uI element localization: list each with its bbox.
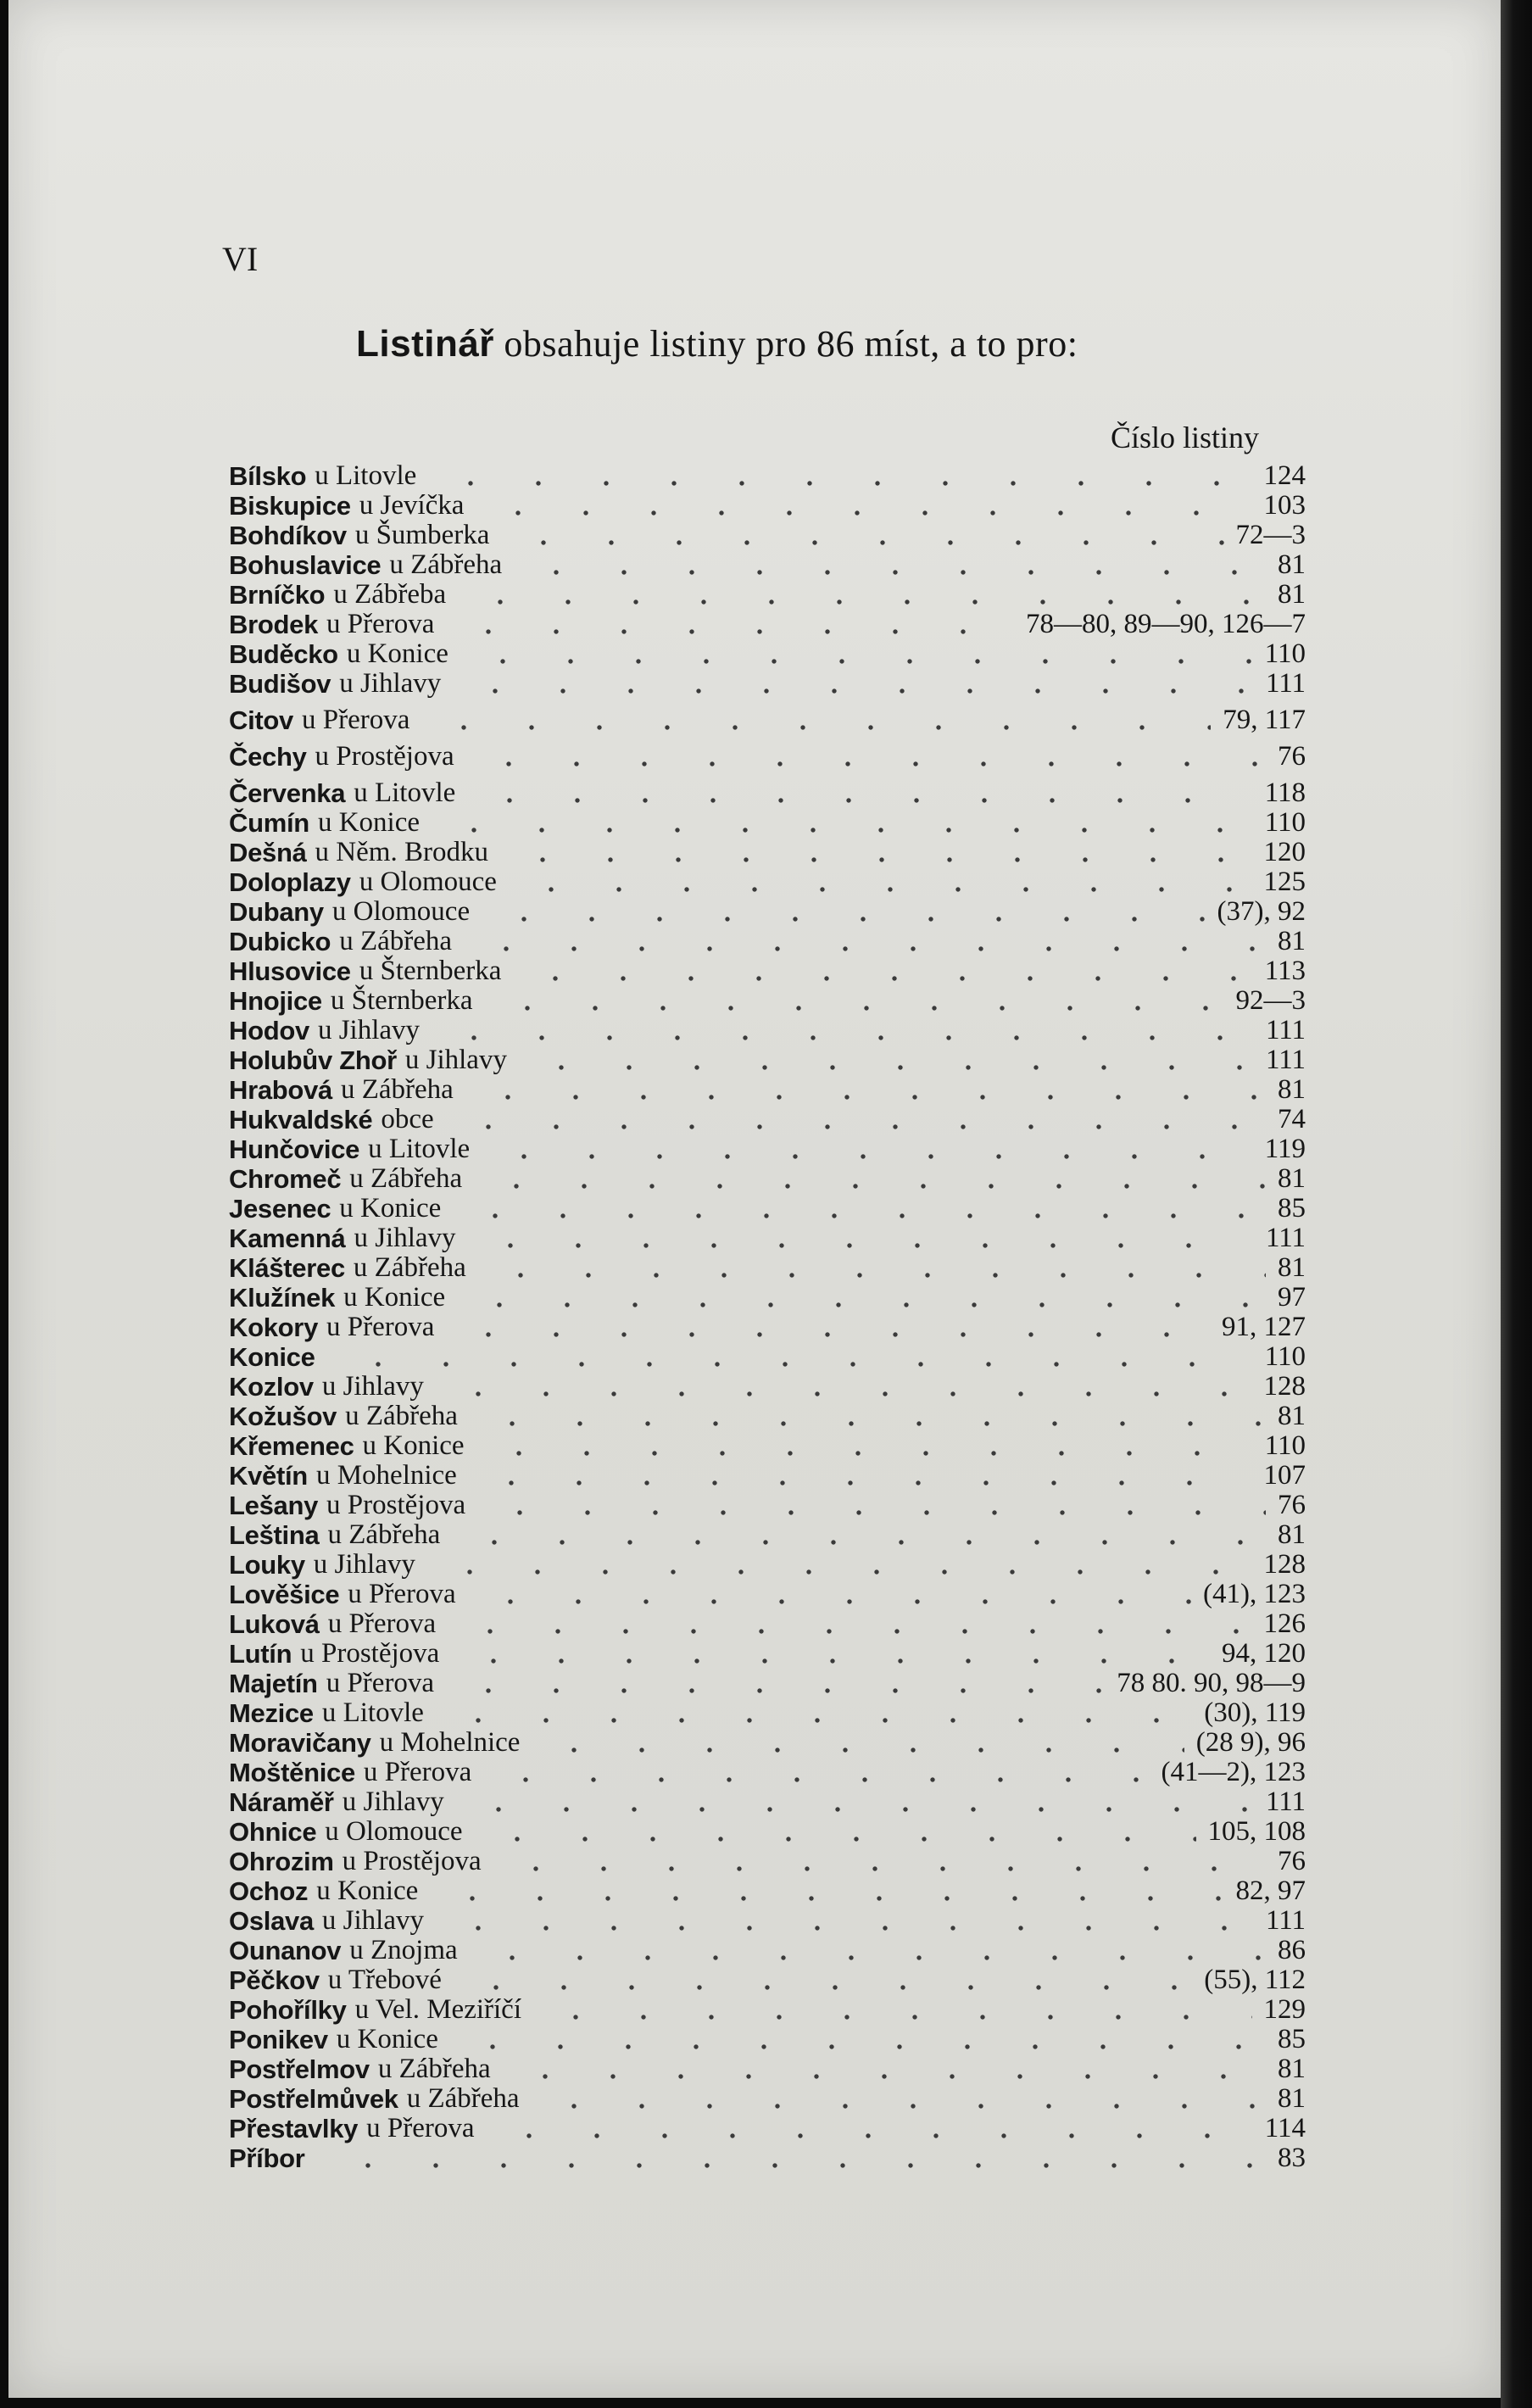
place-region: u Přerova	[326, 609, 435, 639]
place-region: u Konice	[316, 1876, 419, 1906]
list-number: 124	[1263, 460, 1306, 491]
place-name: Hunčovice	[229, 1134, 360, 1164]
place-name: Leština	[229, 1520, 320, 1550]
place-region: u Jihlavy	[404, 1045, 507, 1075]
list-item	[229, 1669, 1306, 1699]
list-item	[229, 1195, 1306, 1224]
list-number: 78 80. 90, 98—9	[1117, 1668, 1306, 1698]
dot-leader	[464, 946, 1266, 951]
place-name: Budišov	[229, 669, 331, 699]
dot-leader	[436, 1391, 1252, 1396]
place-name: Náraměř	[229, 1787, 334, 1817]
list-item	[229, 1254, 1306, 1284]
dot-leader	[436, 1718, 1192, 1723]
place-name: Čechy	[229, 742, 307, 772]
list-number: 81	[1278, 1074, 1306, 1105]
dot-leader	[465, 1095, 1266, 1100]
place-region: u Přerova	[302, 705, 410, 735]
list-item	[229, 898, 1306, 928]
list-number: 110	[1264, 638, 1306, 669]
list-number: 74	[1278, 1104, 1306, 1134]
place-region: u Olomouce	[331, 896, 471, 927]
list-number: 81	[1278, 1163, 1306, 1194]
place-region: u Prostějova	[300, 1638, 440, 1669]
dot-leader	[432, 828, 1253, 833]
heading-text: obsahuje listiny pro 86 míst, a to pro:	[504, 323, 1078, 365]
list-number: 81	[1278, 926, 1306, 956]
list-number: 110	[1264, 807, 1306, 838]
list-number: (28 9), 96	[1195, 1727, 1306, 1758]
place-region: u Litovle	[315, 460, 417, 491]
list-item	[229, 2144, 1306, 2174]
list-number: 81	[1278, 2083, 1306, 2114]
place-region: u Zábřeha	[353, 1252, 466, 1283]
place-name: Klášterec	[229, 1253, 345, 1283]
place-name: Moravičany	[229, 1728, 371, 1758]
list-number: 105, 108	[1207, 1816, 1306, 1847]
place-name: Lešany	[229, 1491, 319, 1520]
place-name: Postřelmůvek	[229, 2084, 398, 2114]
list-number: 85	[1278, 2024, 1306, 2054]
dot-leader	[456, 1807, 1254, 1812]
list-number: 78—80, 89—90, 126—7	[1026, 609, 1306, 639]
list-item	[229, 1284, 1306, 1313]
list-item	[229, 2026, 1306, 2055]
place-region: u Jihlavy	[339, 668, 442, 699]
dot-leader	[513, 976, 1252, 981]
place-region: u Jihlavy	[317, 1015, 421, 1045]
dot-leader	[468, 1243, 1254, 1248]
dot-leader	[503, 2074, 1266, 2079]
place-name: Hrabová	[229, 1075, 332, 1105]
place-name: Jesenec	[229, 1194, 331, 1224]
list-item	[229, 1729, 1306, 1759]
dot-leader	[533, 2015, 1252, 2020]
list-item	[229, 957, 1306, 987]
dot-leader	[493, 1866, 1266, 1871]
list-number: 111	[1265, 1223, 1306, 1253]
place-name: Klužínek	[229, 1283, 336, 1313]
dot-leader	[467, 798, 1252, 803]
list-item	[229, 1818, 1306, 1848]
list-item	[229, 700, 1306, 736]
list-number: 81	[1278, 1401, 1306, 1431]
place-region: u Zábřeha	[389, 549, 503, 580]
list-number: 114	[1264, 2113, 1306, 2143]
place-region: u Prostějova	[315, 741, 454, 772]
place-name: Hodov	[229, 1016, 309, 1045]
place-region: u Přerova	[326, 1312, 435, 1342]
page-number: VI	[222, 240, 259, 278]
list-number: 111	[1265, 1015, 1306, 1045]
place-region: u Konice	[339, 1193, 442, 1224]
place-name: Dubany	[229, 897, 324, 927]
list-item	[229, 521, 1306, 551]
list-item	[229, 1996, 1306, 2026]
list-number: (41—2), 123	[1161, 1757, 1306, 1787]
place-region: u Konice	[346, 638, 448, 669]
place-region: u Zábřeba	[333, 579, 447, 610]
place-region: u Mohelnice	[315, 1460, 457, 1491]
list-number: 126	[1263, 1608, 1306, 1639]
place-region: u Litovle	[354, 778, 456, 808]
place-region: u Jihlavy	[321, 1371, 424, 1402]
place-name: Holubův Zhoř	[229, 1045, 397, 1075]
list-number: 79, 117	[1223, 705, 1306, 735]
place-region: u Konice	[343, 1282, 446, 1313]
dot-leader	[457, 1302, 1266, 1307]
dot-leader	[501, 540, 1223, 545]
page-heading	[356, 322, 1078, 365]
dot-leader	[454, 1985, 1192, 1990]
place-name: Kamenná	[229, 1224, 346, 1253]
dot-leader	[478, 1273, 1266, 1278]
dot-leader	[446, 629, 1014, 634]
list-number: 81	[1278, 1519, 1306, 1550]
place-name: Lutín	[229, 1639, 292, 1669]
dot-leader	[485, 1006, 1224, 1011]
list-number: 83	[1278, 2143, 1306, 2173]
list-number: 76	[1278, 1490, 1306, 1520]
list-item	[229, 1551, 1306, 1580]
column-header: Číslo listiny	[1110, 421, 1259, 454]
dot-leader	[474, 1184, 1266, 1189]
place-region: u Přerova	[366, 2113, 475, 2143]
dot-leader	[448, 1629, 1251, 1634]
place-name: Kozlov	[229, 1372, 314, 1402]
place-name: Brodek	[229, 610, 319, 639]
place-region: u Olomouce	[359, 867, 497, 897]
place-region: u Šumberka	[354, 520, 490, 550]
place-name: Oslava	[229, 1906, 314, 1936]
list-item	[229, 1521, 1306, 1551]
place-name: Křemenec	[229, 1431, 354, 1461]
list-item	[229, 1135, 1306, 1165]
place-name: Hlusovice	[229, 956, 351, 986]
place-list	[229, 462, 1306, 2174]
dot-leader	[336, 1362, 1253, 1367]
list-item	[229, 1759, 1306, 1788]
list-number: 110	[1264, 1341, 1306, 1372]
place-name: Louky	[229, 1550, 305, 1580]
list-number: (37), 92	[1217, 896, 1306, 927]
list-number: 113	[1264, 956, 1306, 986]
place-name: Hukvaldské	[229, 1105, 373, 1134]
place-region: u Znojma	[349, 1935, 458, 1965]
place-name: Ohrozim	[229, 1847, 334, 1876]
dot-leader	[509, 887, 1252, 892]
dot-leader	[476, 1451, 1253, 1456]
list-item	[229, 670, 1306, 700]
place-name: Biskupice	[229, 491, 351, 521]
list-item	[229, 1017, 1306, 1046]
place-region: u Zábřeha	[377, 2054, 491, 2084]
list-number: (55), 112	[1204, 1965, 1306, 1995]
place-region: u Jihlavy	[354, 1223, 456, 1253]
dot-leader	[482, 917, 1205, 922]
list-item	[229, 1402, 1306, 1432]
place-name: Ohnice	[229, 1817, 317, 1847]
place-name: Citov	[229, 705, 294, 735]
list-item	[229, 1907, 1306, 1937]
place-region: u Jihlavy	[313, 1549, 415, 1580]
place-name: Květín	[229, 1461, 308, 1491]
dot-leader	[468, 1599, 1191, 1604]
list-item	[229, 1877, 1306, 1907]
place-name: Ounanov	[229, 1936, 342, 1965]
list-item	[229, 987, 1306, 1017]
place-region: u Přerova	[327, 1608, 437, 1639]
list-item	[229, 1224, 1306, 1254]
list-number: 111	[1265, 1786, 1306, 1817]
place-region: u Litovle	[368, 1134, 471, 1164]
dot-leader	[470, 1955, 1266, 1960]
list-item	[229, 1610, 1306, 1640]
dot-leader	[519, 1065, 1254, 1070]
dot-leader	[326, 2163, 1267, 2168]
list-item	[229, 1788, 1306, 1818]
dot-leader	[453, 688, 1254, 694]
list-item	[229, 1580, 1306, 1610]
list-number: 111	[1265, 1905, 1306, 1936]
place-name: Ochoz	[229, 1876, 309, 1906]
list-item	[229, 1937, 1306, 1966]
dot-leader	[466, 761, 1266, 766]
list-number: 81	[1278, 549, 1306, 580]
list-number: 111	[1265, 1045, 1306, 1075]
dot-leader	[453, 1213, 1266, 1218]
list-number: 110	[1264, 1430, 1306, 1461]
place-region: u Litovle	[321, 1697, 424, 1728]
dot-leader	[470, 1421, 1266, 1426]
list-number: (30), 119	[1204, 1697, 1306, 1728]
place-name: Pěčkov	[229, 1965, 320, 1995]
list-number: 91, 127	[1222, 1312, 1306, 1342]
place-region: u Zábřeha	[327, 1519, 441, 1550]
list-item	[229, 1432, 1306, 1462]
list-number: 92—3	[1235, 985, 1306, 1016]
list-item	[229, 1699, 1306, 1729]
list-number: 81	[1278, 2054, 1306, 2084]
place-region: u Prostějova	[326, 1490, 466, 1520]
place-region: obce	[381, 1104, 434, 1134]
place-name: Chromeč	[229, 1164, 342, 1194]
list-item	[229, 1106, 1306, 1135]
dot-leader	[476, 510, 1251, 516]
place-name: Postřelmov	[229, 2054, 370, 2084]
place-name: Kožušov	[229, 1402, 337, 1431]
heading-bold-word: Listinář	[356, 323, 494, 365]
list-number: 81	[1278, 1252, 1306, 1283]
list-item	[229, 1491, 1306, 1521]
list-item	[229, 1966, 1306, 1996]
place-region: u Zábřeha	[406, 2083, 520, 2114]
place-name: Luková	[229, 1609, 320, 1639]
dot-leader	[432, 1035, 1254, 1040]
list-item	[229, 462, 1306, 492]
list-item	[229, 1046, 1306, 1076]
list-item	[229, 1165, 1306, 1195]
place-name: Brníčko	[229, 580, 326, 610]
dot-leader	[469, 1480, 1252, 1485]
place-region: u Konice	[336, 2024, 438, 2054]
place-region: u Vel. Meziříčí	[354, 1994, 521, 2025]
list-item	[229, 928, 1306, 957]
list-item	[229, 772, 1306, 809]
place-name: Hnojice	[229, 986, 322, 1016]
dot-leader	[477, 1510, 1266, 1515]
list-item	[229, 1076, 1306, 1106]
dot-leader	[500, 857, 1252, 862]
list-item	[229, 1373, 1306, 1402]
place-name: Bohdíkov	[229, 521, 347, 550]
place-region: u Přerova	[363, 1757, 472, 1787]
place-name: Bílsko	[229, 461, 307, 491]
place-region: u Přerova	[348, 1579, 456, 1609]
list-item	[229, 492, 1306, 521]
list-number: 86	[1278, 1935, 1306, 1965]
dot-leader	[446, 1688, 1105, 1693]
list-item	[229, 551, 1306, 581]
dot-leader	[483, 1777, 1149, 1782]
dot-leader	[427, 1569, 1252, 1575]
list-item	[229, 1343, 1306, 1373]
place-region: u Konice	[317, 807, 420, 838]
place-region: u Jevíčka	[359, 490, 465, 521]
list-number: 81	[1278, 579, 1306, 610]
place-name: Lověšice	[229, 1580, 340, 1609]
list-number: 94, 120	[1222, 1638, 1306, 1669]
place-name: Ponikev	[229, 2025, 328, 2054]
list-number: 76	[1278, 741, 1306, 772]
list-number: 72—3	[1235, 520, 1306, 550]
place-name: Pohořílky	[229, 1995, 347, 2025]
document-page	[8, 0, 1501, 2398]
list-item	[229, 581, 1306, 610]
list-number: 103	[1263, 490, 1306, 521]
place-name: Dešná	[229, 838, 307, 867]
list-number: 107	[1263, 1460, 1306, 1491]
dot-leader	[446, 1124, 1266, 1129]
place-region: u Prostějova	[342, 1846, 482, 1876]
place-name: Přestavlky	[229, 2114, 359, 2143]
dot-leader	[430, 1896, 1223, 1901]
list-number: 119	[1264, 1134, 1306, 1164]
dot-leader	[436, 1926, 1254, 1931]
dot-leader	[450, 2044, 1266, 2049]
list-item	[229, 736, 1306, 772]
list-number: (41), 123	[1203, 1579, 1306, 1609]
list-item	[229, 868, 1306, 898]
list-item	[229, 1313, 1306, 1343]
place-region: u Zábřeha	[345, 1401, 458, 1431]
list-number: 82, 97	[1235, 1876, 1306, 1906]
dot-leader	[458, 599, 1266, 605]
list-item	[229, 809, 1306, 839]
dot-leader	[452, 1540, 1266, 1545]
list-number: 120	[1263, 837, 1306, 867]
dot-leader	[428, 481, 1251, 486]
place-region: u Olomouce	[325, 1816, 463, 1847]
list-number: 111	[1265, 668, 1306, 699]
list-item	[229, 1848, 1306, 1877]
place-region: u Jihlavy	[321, 1905, 424, 1936]
place-name: Konice	[229, 1342, 315, 1372]
list-number: 85	[1278, 1193, 1306, 1224]
dot-leader	[532, 2104, 1266, 2109]
dot-leader	[421, 725, 1211, 730]
place-region: u Konice	[362, 1430, 465, 1461]
place-region: u Šternberka	[359, 956, 502, 986]
list-item	[229, 1640, 1306, 1669]
place-name: Příbor	[229, 2143, 305, 2173]
dot-leader	[482, 1154, 1253, 1159]
place-region: u Zábřeha	[339, 926, 453, 956]
place-region: u Jihlavy	[342, 1786, 444, 1817]
place-name: Doloplazy	[229, 867, 351, 897]
place-region: u Zábřeha	[349, 1163, 463, 1194]
list-item	[229, 839, 1306, 868]
list-number: 97	[1278, 1282, 1306, 1313]
list-number: 125	[1263, 867, 1306, 897]
page-edge-shadow	[1501, 0, 1532, 2408]
list-item	[229, 2085, 1306, 2115]
list-number: 128	[1263, 1371, 1306, 1402]
list-item	[229, 2055, 1306, 2085]
list-item	[229, 640, 1306, 670]
dot-leader	[451, 1658, 1210, 1664]
place-region: u Šternberka	[330, 985, 473, 1016]
dot-leader	[460, 659, 1253, 664]
dot-leader	[514, 570, 1266, 575]
list-number: 129	[1263, 1994, 1306, 2025]
place-name: Červenka	[229, 778, 346, 808]
place-name: Dubicko	[229, 927, 331, 956]
dot-leader	[475, 1837, 1196, 1842]
place-name: Majetín	[229, 1669, 318, 1698]
list-item	[229, 1462, 1306, 1491]
place-name: Mezice	[229, 1698, 314, 1728]
dot-leader	[446, 1332, 1210, 1337]
list-number: 76	[1278, 1846, 1306, 1876]
place-name: Kokory	[229, 1313, 319, 1342]
place-name: Buděcko	[229, 639, 338, 669]
list-item	[229, 610, 1306, 640]
place-region: u Mohelnice	[379, 1727, 521, 1758]
list-number: 128	[1263, 1549, 1306, 1580]
place-region: u Třebové	[327, 1965, 442, 1995]
dot-leader	[532, 1747, 1184, 1753]
place-region: u Zábřeha	[340, 1074, 454, 1105]
place-name: Čumín	[229, 808, 309, 838]
list-number: 118	[1264, 778, 1306, 808]
place-region: u Přerova	[326, 1668, 435, 1698]
place-region: u Něm. Brodku	[315, 837, 488, 867]
list-item	[229, 2115, 1306, 2144]
place-name: Moštěnice	[229, 1758, 355, 1787]
place-name: Bohuslavice	[229, 550, 382, 580]
dot-leader	[487, 2133, 1253, 2138]
